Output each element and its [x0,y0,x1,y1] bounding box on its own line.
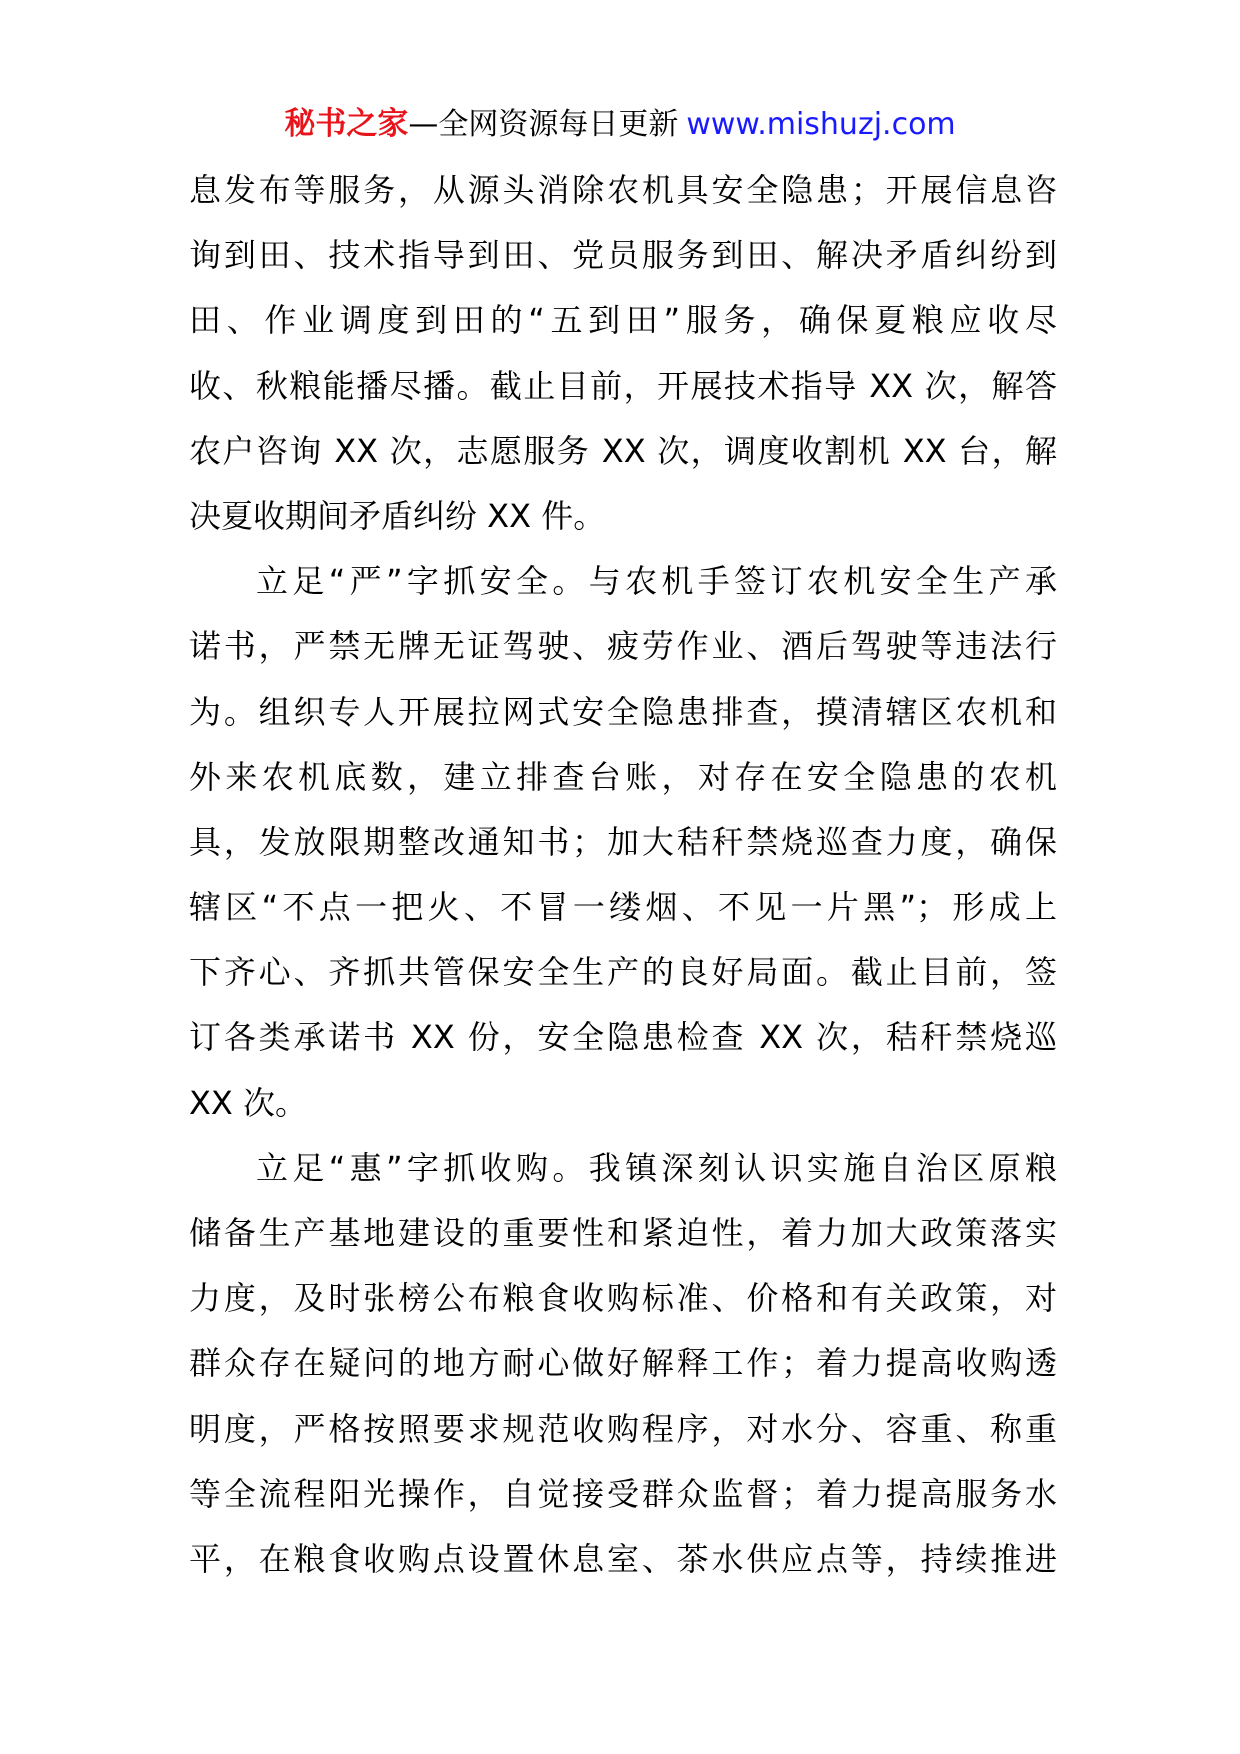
document-body [189,158,1057,1592]
text-line: 外来农机底数，建立排查台账，对存在安全隐患的农机 [189,757,1057,796]
text-line: 订各类承诺书 XX 份，安全隐患检查 XX 次，秸秆禁烧巡 [189,1018,1057,1057]
brand-name: 秘书之家 [284,106,409,142]
paragraph-safety [189,549,1057,1136]
text-line: 收、秋粮能播尽播。截止目前，开展技术指导 XX 次，解答 [189,366,1057,405]
text-line: 诺书，严禁无牌无证驾驶、疲劳作业、酒后驾驶等违法行 [189,627,1057,666]
page-header [0,104,1240,144]
text-line: 息发布等服务，从源头消除农机具安全隐患；开展信息咨 [189,171,1057,209]
text-line: 明度，严格按照要求规范收购程序，对水分、容重、称重 [189,1409,1057,1448]
text-line: 平，在粮食收购点设置休息室、茶水供应点等，持续推进 [189,1539,1057,1578]
text-line: 田、作业调度到田的“五到田”服务，确保夏粮应收尽 [189,301,1057,340]
text-line: 群众存在疑问的地方耐心做好解释工作；着力提高收购透 [189,1344,1057,1383]
text-line: 为。组织专人开展拉网式安全隐患排查，摸清辖区农机和 [189,692,1057,731]
text-line: 下齐心、齐抓共管保安全生产的良好局面。截止目前，签 [189,953,1057,992]
website-url: www.mishuzj.com [686,107,956,142]
text-line: 决夏收期间矛盾纠纷 XX 件。 [189,496,606,535]
text-line: XX 次。 [189,1083,308,1122]
paragraph-service [189,158,1057,549]
text-line: 力度，及时张榜公布粮食收购标准、价格和有关政策，对 [189,1279,1057,1318]
text-line: 储备生产基地建设的重要性和紧迫性，着力加大政策落实 [189,1214,1057,1252]
text-line: 辖区“不点一把火、不冒一缕烟、不见一片黑”；形成上 [189,888,1057,927]
text-line: 具，发放限期整改通知书；加大秸秆禁烧巡查力度，确保 [189,822,1057,861]
text-line: 农户咨询 XX 次，志愿服务 XX 次，调度收割机 XX 台，解 [189,431,1057,470]
text-line: 等全流程阳光操作，自觉接受群众监督；着力提高服务水 [189,1474,1057,1513]
paragraph-purchase [189,1136,1057,1592]
text-line: 询到田、技术指导到田、党员服务到田、解决矛盾纠纷到 [189,236,1057,275]
text-line: 立足“惠”字抓收购。我镇深刻认识实施自治区原粮 [256,1148,1057,1187]
text-line: 立足“严”字抓安全。与农机手签订农机安全生产承 [256,562,1057,601]
header-tagline: —全网资源每日更新 [408,107,679,142]
